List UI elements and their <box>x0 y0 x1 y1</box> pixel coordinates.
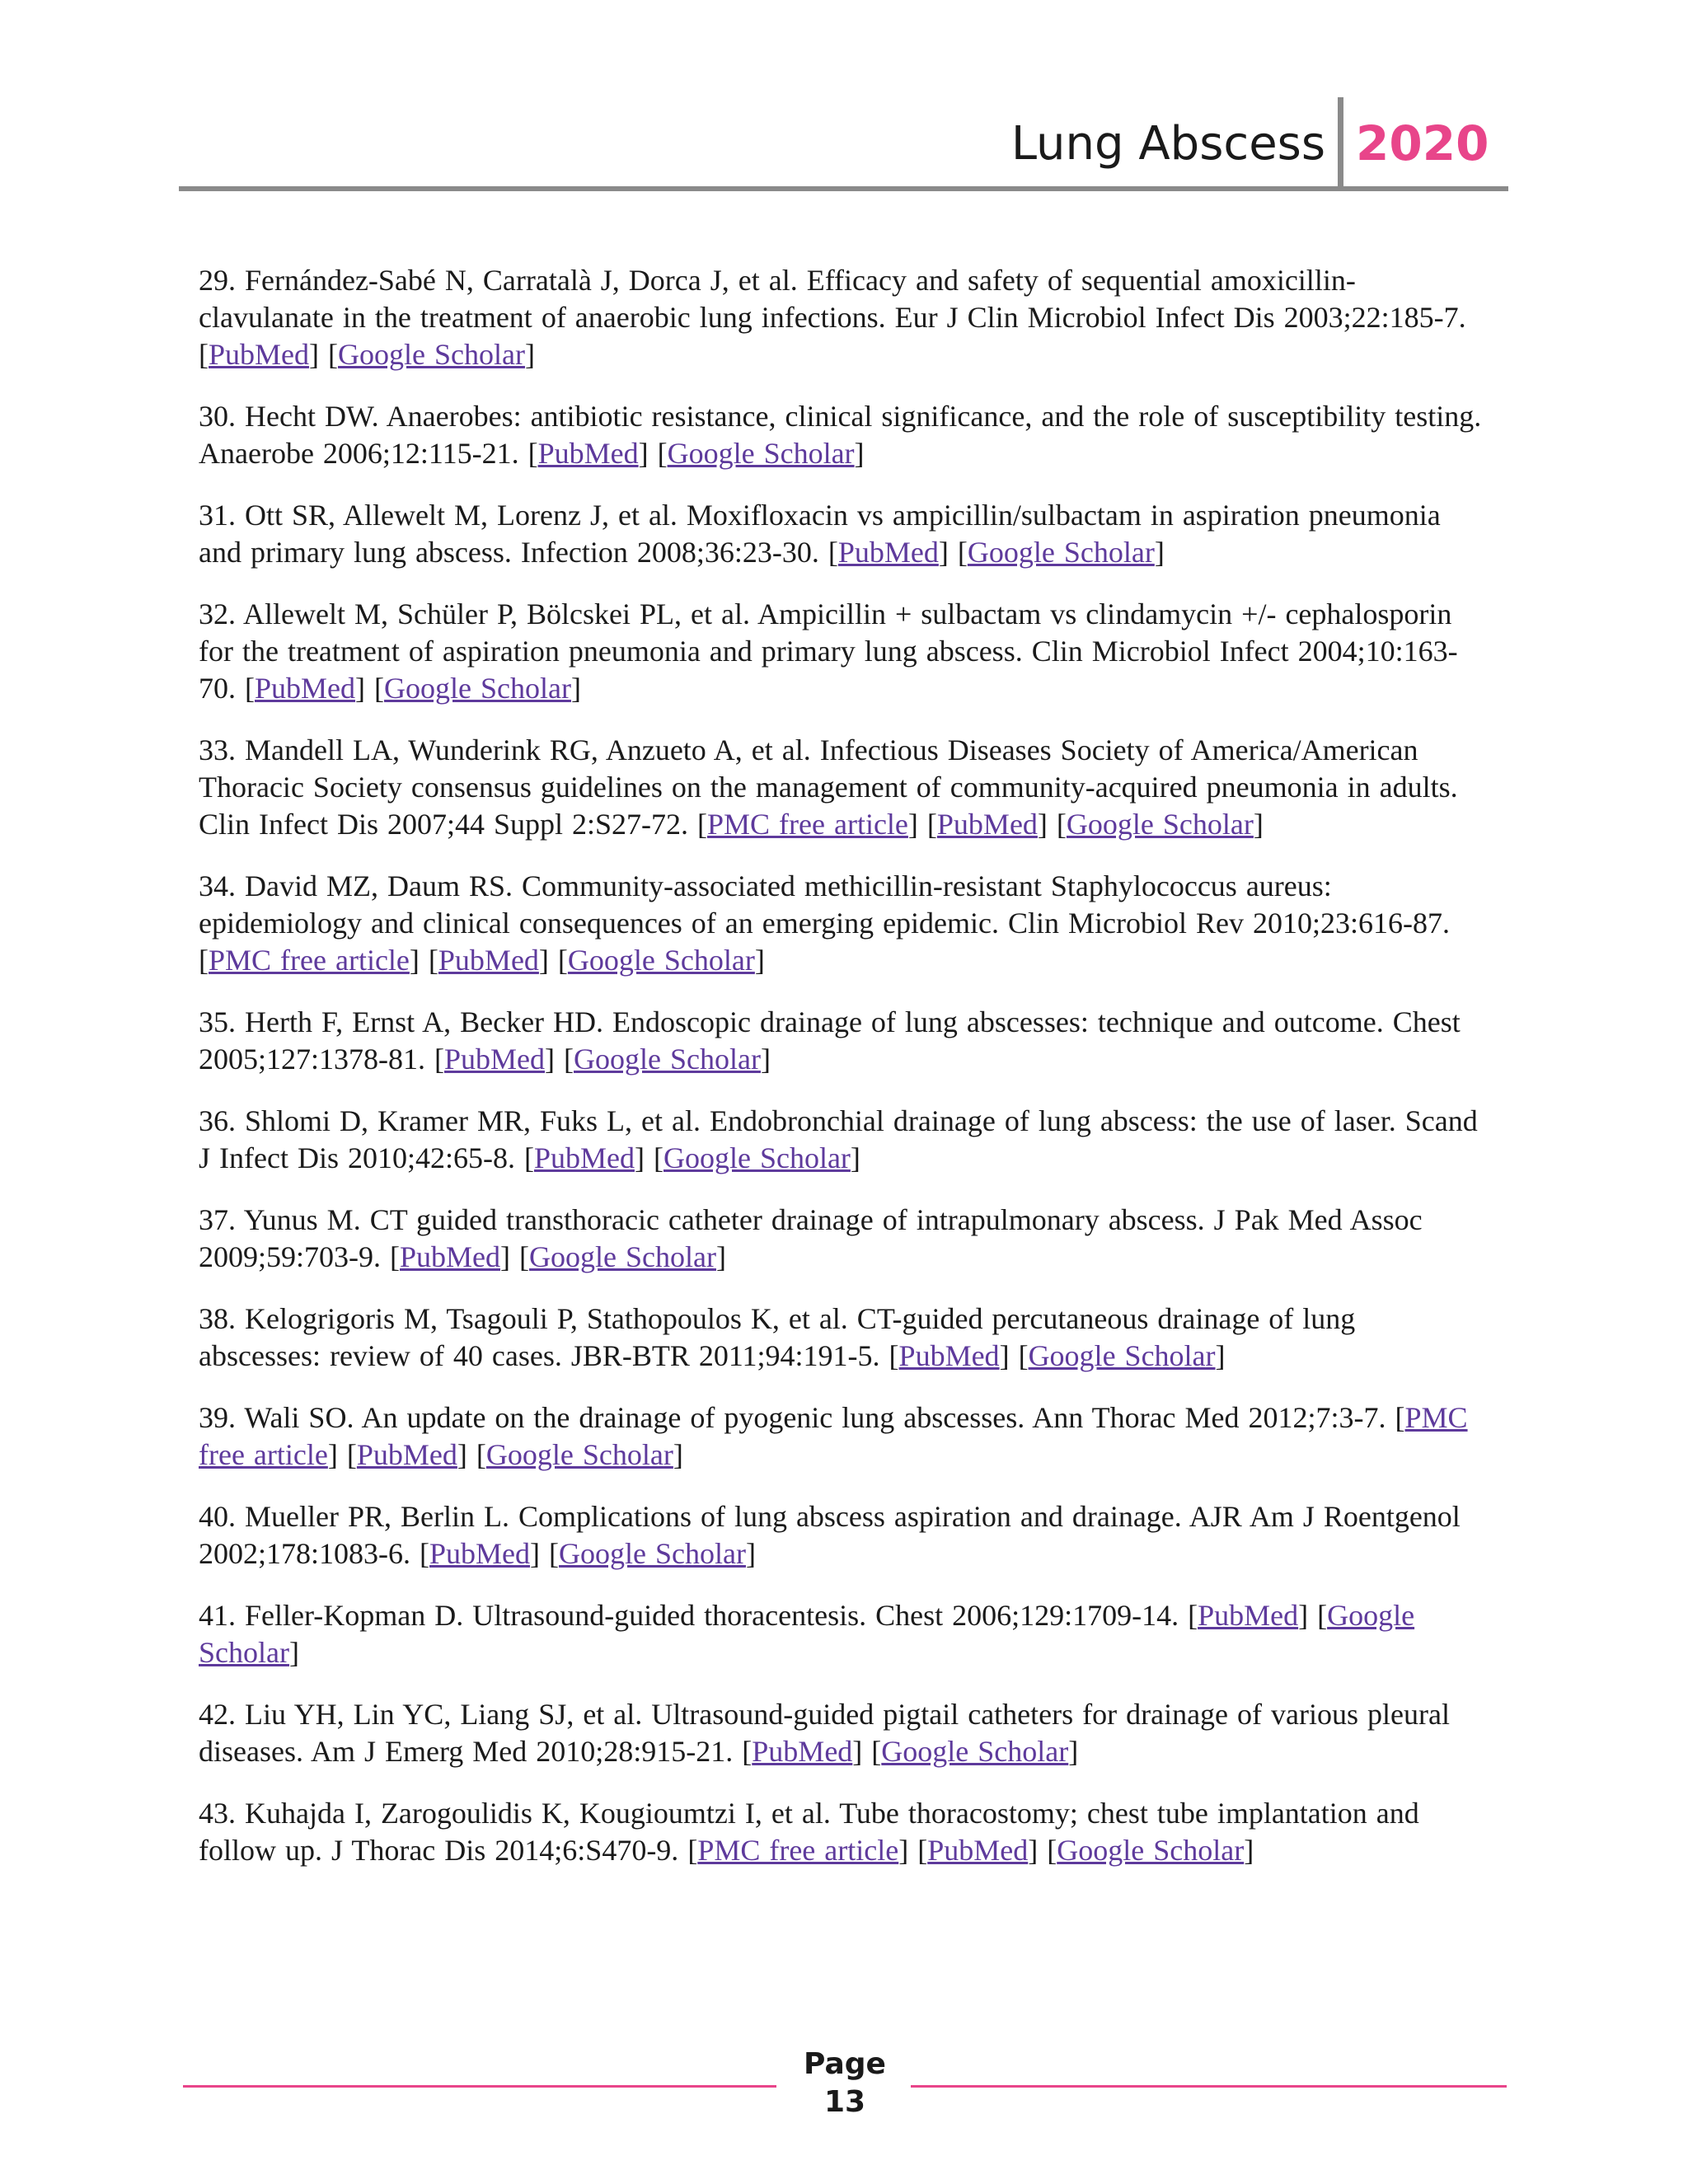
reference-text: 43. Kuhajda I, Zarogoulidis K, Kougioumtzi I, et al. Tube thoracostomy; chest tube implantation and follow up. J Thorac Dis 2014;6:S470-9. <box>199 1797 1419 1867</box>
page-number-block <box>775 2046 915 2121</box>
reference-text: 41. Feller-Kopman D. Ultrasound-guided thoracentesis. Chest 2006;129:1709-14. <box>199 1599 1179 1632</box>
pubmed-link[interactable]: PubMed <box>1198 1599 1299 1632</box>
pmc-free-article-link[interactable]: PMC free article <box>697 1834 899 1867</box>
google-scholar-link[interactable]: Google Scholar <box>663 1141 851 1174</box>
pubmed-link[interactable]: PubMed <box>400 1240 501 1273</box>
pubmed-link[interactable]: PubMed <box>533 1141 635 1174</box>
reference-item: 36. Shlomi D, Kramer MR, Fuks L, et al. Endobronchial drainage of lung abscess: the use of laser. Scand J Infect Dis 2010;42:65-8. [PubMed] [Google Scholar] <box>199 1104 1478 1174</box>
pmc-free-article-link[interactable]: PMC free article <box>209 944 410 977</box>
pubmed-link[interactable]: PubMed <box>255 672 356 705</box>
pubmed-link[interactable]: PubMed <box>429 1537 531 1570</box>
reference-item: 37. Yunus M. CT guided transthoracic catheter drainage of intrapulmonary abscess. J Pak Med Assoc 2009;59:703-9. [PubMed] [Google Scholar] <box>199 1203 1423 1273</box>
google-scholar-link[interactable]: Google Scholar <box>574 1043 761 1076</box>
reference-text: 32. Allewelt M, Schüler P, Bölcskei PL, et al. Ampicillin + sulbactam vs clindamycin +/- cephalosporin for the treatment of aspiration pneumonia and primary lung abscess. Clin Microbiol Infect 2004;10:163-70. <box>199 598 1458 705</box>
page-number: 13 <box>823 2085 866 2119</box>
google-scholar-link[interactable]: Google Scholar <box>559 1537 746 1570</box>
reference-text: 40. Mueller PR, Berlin L. Complications of lung abscess aspiration and drainage. AJR Am J Roentgenol 2002;178:1083-6. <box>199 1500 1461 1570</box>
google-scholar-link[interactable]: Google Scholar <box>881 1735 1069 1768</box>
pubmed-link[interactable]: PubMed <box>438 944 539 977</box>
reference-item: 32. Allewelt M, Schüler P, Bölcskei PL, et al. Ampicillin + sulbactam vs clindamycin +/- cephalosporin for the treatment of aspiration pneumonia and primary lung abscess. Clin Microbiol Infect 2004;10:163-70. [PubMed] [Google Scholar] <box>199 598 1458 705</box>
reference-item: 33. Mandell LA, Wunderink RG, Anzueto A, et al. Infectious Diseases Society of America/American Thoracic Society consensus guidelines on the management of community-acquired pneumonia in adults. Clin Infect Dis 2007;44 Suppl 2:S27-72. [PMC free article] [PubMed] [Google Scholar] <box>199 733 1458 841</box>
reference-text: 33. Mandell LA, Wunderink RG, Anzueto A, et al. Infectious Diseases Society of America/American Thoracic Society consensus guidelines on the management of community-acquired pneumonia in adults. Clin Infect Dis 2007;44 Suppl 2:S27-72. <box>199 733 1458 841</box>
footer-rule-right <box>911 2085 1507 2088</box>
reference-item: 29. Fernández-Sabé N, Carratalà J, Dorca J, et al. Efficacy and safety of sequential amoxicillin-clavulanate in the treatment of anaerobic lung infections. Eur J Clin Microbiol Infect Dis 2003;22:185-7. [PubMed] [Google Scholar] <box>199 264 1466 371</box>
google-scholar-link[interactable]: Google Scholar <box>667 437 855 470</box>
reference-text: 30. Hecht DW. Anaerobes: antibiotic resistance, clinical significance, and the role of susceptibility testing. Anaerobe 2006;12:115-21. <box>199 400 1482 470</box>
reference-text: 38. Kelogrigoris M, Tsagouli P, Stathopoulos K, et al. CT-guided percutaneous drainage of lung abscesses: review of 40 cases. JBR-BTR 2011;94:191-5. <box>199 1302 1356 1372</box>
pubmed-link[interactable]: PubMed <box>898 1339 1000 1372</box>
google-scholar-link[interactable]: Google Scholar <box>1066 808 1254 841</box>
reference-text: 39. Wali SO. An update on the drainage of pyogenic lung abscesses. Ann Thorac Med 2012;7:3-7. <box>199 1401 1386 1434</box>
google-scholar-link[interactable]: Google Scholar <box>485 1438 673 1471</box>
pubmed-link[interactable]: PubMed <box>837 536 939 569</box>
page-label: Page <box>804 2047 886 2081</box>
reference-item: 39. Wali SO. An update on the drainage of pyogenic lung abscesses. Ann Thorac Med 2012;7:3-7. [PMC free article] [PubMed] [Google Scholar] <box>199 1401 1468 1471</box>
reference-text: 29. Fernández-Sabé N, Carratalà J, Dorca J, et al. Efficacy and safety of sequential amoxicillin-clavulanate in the treatment of anaerobic lung infections. Eur J Clin Microbiol Infect Dis 2003;22:185-7. <box>199 264 1466 334</box>
header-divider <box>1338 97 1343 188</box>
reference-item: 30. Hecht DW. Anaerobes: antibiotic resistance, clinical significance, and the role of susceptibility testing. Anaerobe 2006;12:115-21. [PubMed] [Google Scholar] <box>199 400 1482 470</box>
pubmed-link[interactable]: PubMed <box>356 1438 457 1471</box>
reference-item: 31. Ott SR, Allewelt M, Lorenz J, et al. Moxifloxacin vs ampicillin/sulbactam in aspiration pneumonia and primary lung abscess. Infection 2008;36:23-30. [PubMed] [Google Scholar] <box>199 499 1441 569</box>
reference-item: 40. Mueller PR, Berlin L. Complications of lung abscess aspiration and drainage. AJR Am J Roentgenol 2002;178:1083-6. [PubMed] [Google Scholar] <box>199 1500 1461 1570</box>
google-scholar-link[interactable]: Google Scholar <box>1057 1834 1245 1867</box>
reference-text: 31. Ott SR, Allewelt M, Lorenz J, et al. Moxifloxacin vs ampicillin/sulbactam in aspiration pneumonia and primary lung abscess. Infection 2008;36:23-30. <box>199 499 1441 569</box>
reference-text: 34. David MZ, Daum RS. Community-associated methicillin-resistant Staphylococcus aureus: epidemiology and clinical consequences of an emerging epidemic. Clin Microbiol Rev 2010;23:616-87. <box>199 869 1450 940</box>
header-year: 2020 <box>1356 115 1489 171</box>
pubmed-link[interactable]: PubMed <box>444 1043 546 1076</box>
page-header <box>179 97 1508 188</box>
reference-item: 43. Kuhajda I, Zarogoulidis K, Kougioumtzi I, et al. Tube thoracostomy; chest tube implantation and follow up. J Thorac Dis 2014;6:S470-9. [PMC free article] [PubMed] [Google Scholar] <box>199 1797 1419 1867</box>
reference-item: 35. Herth F, Ernst A, Becker HD. Endoscopic drainage of lung abscesses: technique and outcome. Chest 2005;127:1378-81. [PubMed] [Google Scholar] <box>199 1005 1461 1076</box>
reference-text: 36. Shlomi D, Kramer MR, Fuks L, et al. Endobronchial drainage of lung abscess: the use of laser. Scand J Infect Dis 2010;42:65-8. <box>199 1104 1478 1174</box>
google-scholar-link[interactable]: Google Scholar <box>567 944 755 977</box>
google-scholar-link[interactable]: Google Scholar <box>199 1599 1415 1669</box>
pubmed-link[interactable]: PubMed <box>936 808 1038 841</box>
pubmed-link[interactable]: PubMed <box>209 338 310 371</box>
pmc-free-article-link[interactable]: PMC free article <box>707 808 908 841</box>
header-title: Lung Abscess <box>1010 117 1325 171</box>
reference-item: 38. Kelogrigoris M, Tsagouli P, Stathopoulos K, et al. CT-guided percutaneous drainage of lung abscesses: review of 40 cases. JBR-BTR 2011;94:191-5. [PubMed] [Google Scholar] <box>199 1302 1356 1372</box>
reference-text: 35. Herth F, Ernst A, Becker HD. Endoscopic drainage of lung abscesses: technique and outcome. Chest 2005;127:1378-81. <box>199 1005 1461 1076</box>
reference-item: 34. David MZ, Daum RS. Community-associated methicillin-resistant Staphylococcus aureus: epidemiology and clinical consequences of an emerging epidemic. Clin Microbiol Rev 2010;23:616-87. [PMC free article] [PubMed] [Google Scholar] <box>199 869 1450 977</box>
pubmed-link[interactable]: PubMed <box>752 1735 853 1768</box>
pubmed-link[interactable]: PubMed <box>537 437 639 470</box>
footer-rule-left <box>183 2085 776 2088</box>
reference-text: 37. Yunus M. CT guided transthoracic catheter drainage of intrapulmonary abscess. J Pak Med Assoc 2009;59:703-9. <box>199 1203 1423 1273</box>
google-scholar-link[interactable]: Google Scholar <box>1028 1339 1216 1372</box>
google-scholar-link[interactable]: Google Scholar <box>384 672 571 705</box>
google-scholar-link[interactable]: Google Scholar <box>529 1240 716 1273</box>
google-scholar-link[interactable]: Google Scholar <box>338 338 525 371</box>
reference-item: 41. Feller-Kopman D. Ultrasound-guided thoracentesis. Chest 2006;129:1709-14. [PubMed] [Google Scholar] <box>199 1599 1415 1669</box>
header-rule <box>179 186 1508 191</box>
google-scholar-link[interactable]: Google Scholar <box>967 536 1155 569</box>
pmc-free-article-link[interactable]: PMC free article <box>199 1401 1468 1471</box>
reference-item: 42. Liu YH, Lin YC, Liang SJ, et al. Ultrasound-guided pigtail catheters for drainage of various pleural diseases. Am J Emerg Med 2010;28:915-21. [PubMed] [Google Scholar] <box>199 1698 1450 1768</box>
reference-text: 42. Liu YH, Lin YC, Liang SJ, et al. Ultrasound-guided pigtail catheters for drainage of various pleural diseases. Am J Emerg Med 2010;28:915-21. <box>199 1698 1450 1768</box>
reference-list <box>199 262 1484 1894</box>
pubmed-link[interactable]: PubMed <box>927 1834 1029 1867</box>
